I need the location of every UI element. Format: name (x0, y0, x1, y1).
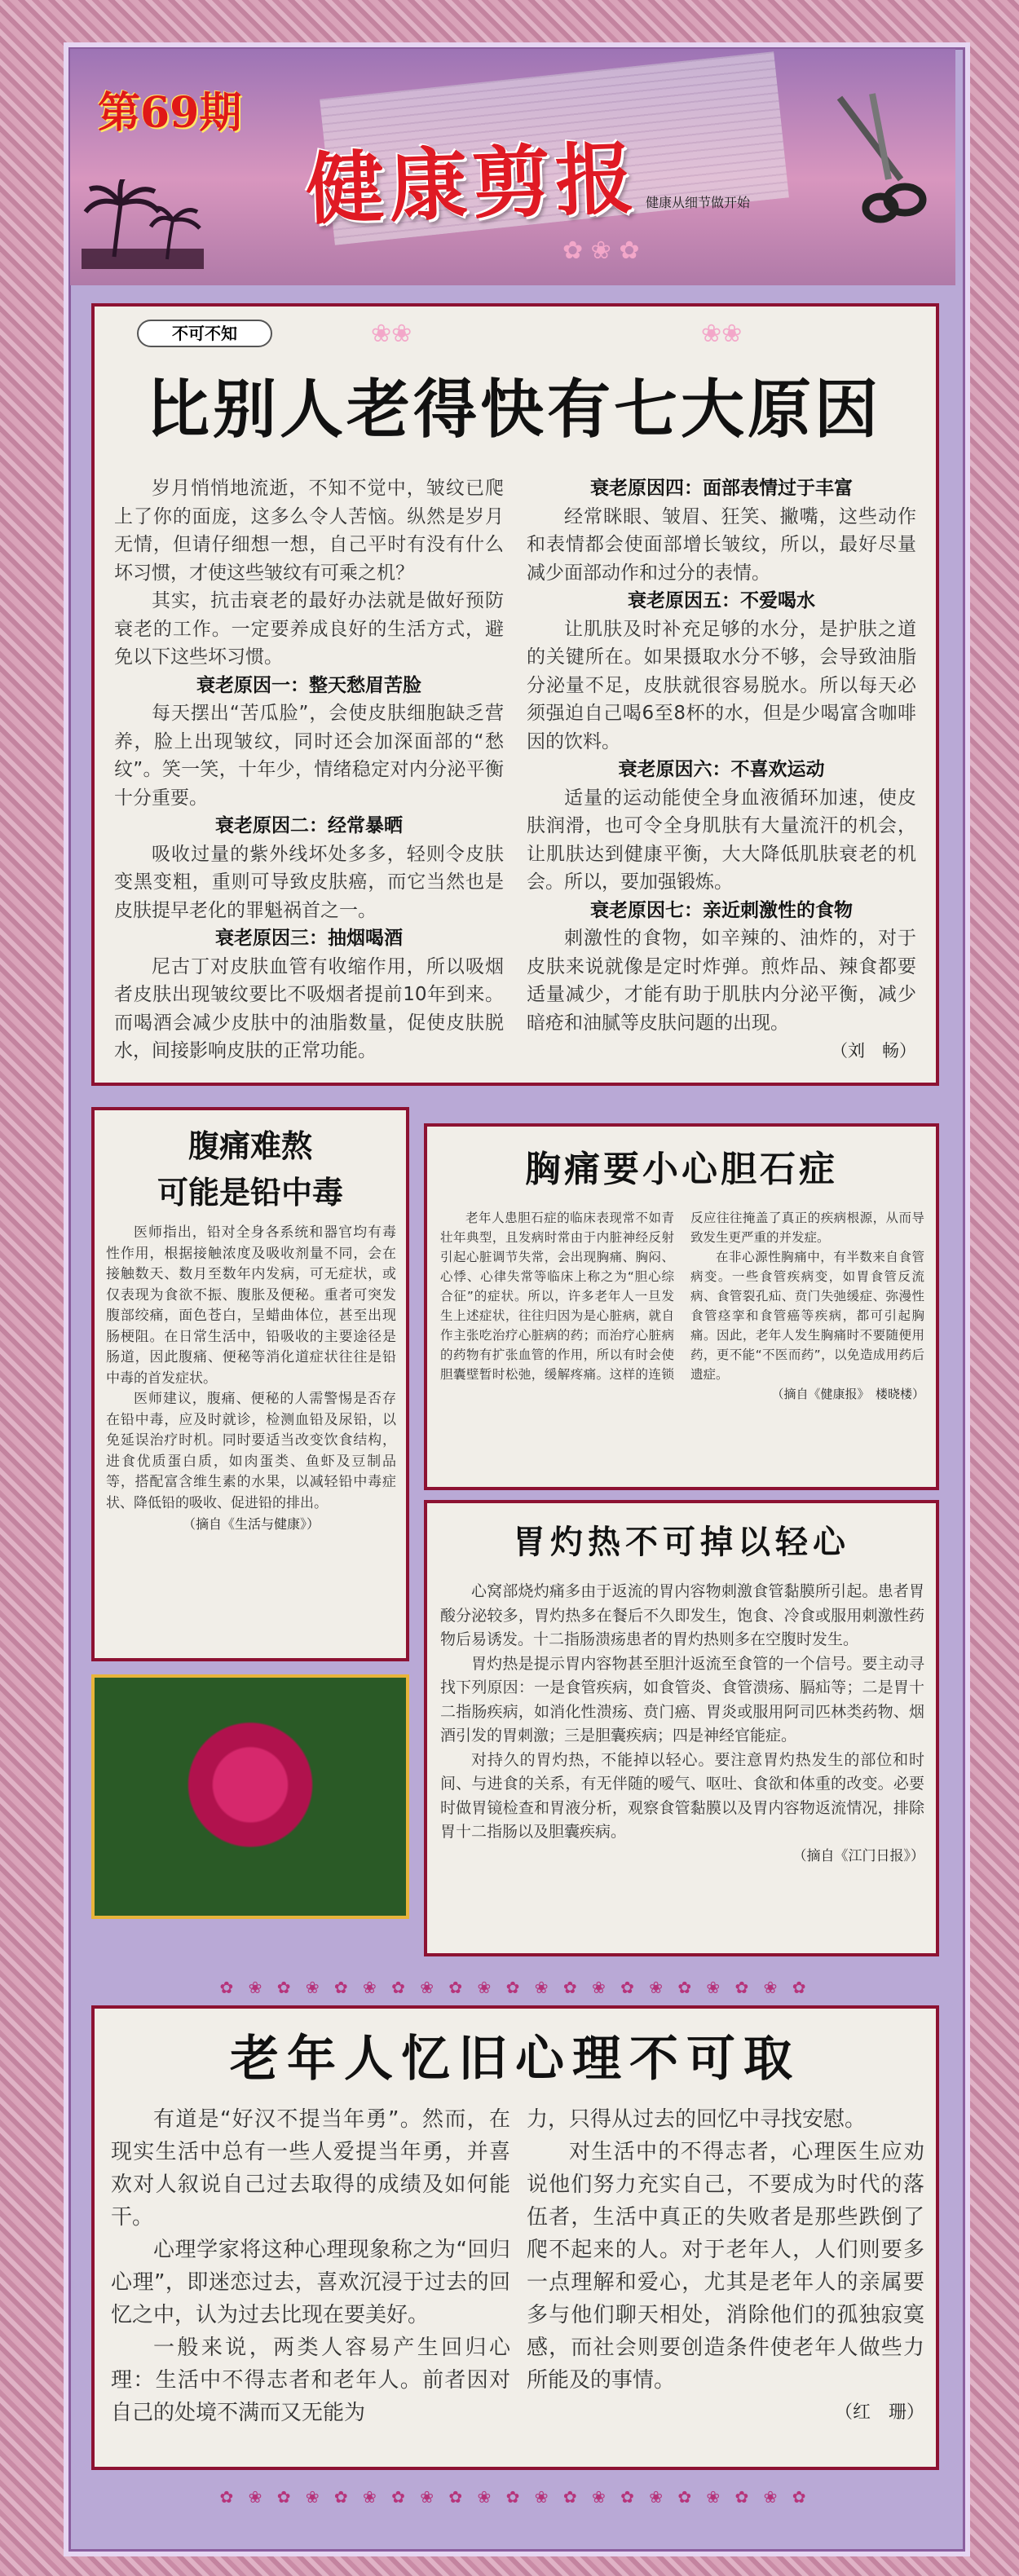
issue-number: 第69期 (98, 88, 242, 138)
paragraph: 有道是“好汉不提当年勇”。然而，在现实生活中总有一些人爱提当年勇，并喜欢对人叙说自己过去取得的成绩及如何能干。 (111, 2107, 510, 2230)
floral-divider-bottom: ✿ ❀ ✿ ❀ ✿ ❀ ✿ ❀ ✿ ❀ ✿ ❀ ✿ ❀ ✿ ❀ ✿ ❀ ✿ ❀ ✿ (219, 2487, 811, 2507)
subheading: 衰老原因五：不爱喝水 (628, 590, 815, 611)
paragraph: 医师建议，腹痛、便秘的人需警惕是否存在铅中毒，应及时就诊，检测血铅及尿铅，以免延误治疗时机。同时要适当改变饮食结构，进食优质蛋白质，如肉蛋类、鱼虾及豆制品等，搭配富含维生素的水果，以减轻铅中毒症状、降低铅的吸收、促进铅的排出。 (106, 1391, 396, 1511)
paragraph: 让肌肤及时补充足够的水分，是护肤之道的关键所在。如果摄取水分不够，会导致油脂分泌量不足，皮肤就很容易脱水。所以每天必须强迫自己喝6至8杯的水，但是少喝富含咖啡因的饮料。 (527, 618, 916, 752)
masthead-tagline: 健康从细节做开始 (646, 195, 751, 210)
author-byline: （红 珊） (834, 2402, 924, 2423)
nostalgia-title: 老年人忆旧心理不可取 (230, 2031, 801, 2088)
source-credit: （摘自《生活与健康》） (182, 1516, 320, 1532)
paragraph: 适量的运动能使全身血液循环加速，使皮肤润滑，也可令全身肌肤有大量流汗的机会，让肌肤达到健康平衡，大大降低肌肤衰老的机会。所以，要加强锻炼。 (527, 787, 916, 893)
paragraph: 胃灼热是提示胃内容物甚至胆汁返流至食管的一个信号。要主动寻找下列原因：一是食管疾病，如食管炎、食管溃疡、膈疝等；二是胃十二指肠疾病，如消化性溃疡、贲门癌、胃炎或服用阿司匹林类药物、烟酒引发的胃刺激；三是胆囊疾病；四是神经官能症。 (440, 1654, 924, 1745)
floral-divider: ✿ ❀ ✿ ❀ ✿ ❀ ✿ ❀ ✿ ❀ ✿ ❀ ✿ ❀ ✿ ❀ ✿ ❀ ✿ ❀ ✿ (219, 1978, 811, 1997)
lead-poisoning-body (106, 1223, 396, 1535)
section-tag: 不可不知 (137, 320, 272, 347)
heartburn-body (440, 1580, 924, 1868)
subheading: 衰老原因四：面部表情过于丰富 (590, 478, 853, 499)
paragraph: 刺激性的食物，如辛辣的、油炸的，对于皮肤来说就像是定时炸弹。煎炸品、辣食都要适量减少，才能有助于肌肤内分泌平衡，减少暗疮和油腻等皮肤问题的出现。 (527, 928, 916, 1034)
paragraph: 对持久的胃灼热，不能掉以轻心。要注意胃灼热发生的部位和时间、与进食的关系，有无伴随的嗳气、呕吐、食欲和体重的改变。必要时做胃镜检查和胃液分析，观察食管黏膜以及胃内容物返流情况，排除胃十二指肠以及胆囊疾病。 (440, 1750, 924, 1841)
lead-poisoning-title-line1: 腹痛难熬 (187, 1128, 312, 1164)
paragraph: 老年人患胆石症的临床表现常不如青壮年典型，且发病时常由于内脏神经反射引起心脏调节失常，会出现胸痛、胸闷、心悸、心律失常等临床上称之为“胆心综合征”的症状。所以，许多老年人一旦发生上述症状，往往归因为是心脏病，就自作主张吃治疗心脏病的药；而治疗心脏病的药物有扩张血管的作用，所以有时会使胆囊壁暂时松弛，缓解疼痛。这样的连锁反应往往掩盖了真正的疾病根源，从而导致发生更严重的并发症。 (440, 1211, 924, 1382)
gallstone-body (440, 1208, 924, 1404)
rose-decoration-icon: ❀❀ (371, 320, 412, 348)
paragraph: 每天摆出“苦瓜脸”，会使皮肤细胞缺乏营养，脸上出现皱纹，同时还会加深面部的“愁纹”。笑一笑，十年少，情绪稳定对内分泌平衡十分重要。 (114, 703, 504, 809)
paragraph: 对生活中的不得志者，心理医生应劝说他们努力充实自己，不要成为时代的落伍者，生活中真正的失败者是那些跌倒了爬不起来的人。对于老年人，人们则要多一点理解和爱心，尤其是老年人的亲属要多与他们聊天相处，消除他们的孤独寂寞感，而社会则要创造条件使老年人做些力所能及的事情。 (527, 2140, 924, 2393)
paragraph: 在非心源性胸痛中，有半数来自食管病变。一些食管疾病变，如胃食管反流病、食管裂孔疝、贲门失弛缓症、弥漫性食管痉挛和食管癌等疾病，都可引起胸痛。因此，老年人发生胸痛时不要随便用药，更不能“不医而药”，以免造成用药后遗症。 (690, 1250, 924, 1382)
lead-poisoning-title-line2: 可能是铅中毒 (157, 1175, 343, 1211)
subheading: 衰老原因一：整天愁眉苦脸 (196, 674, 421, 696)
nostalgia-right-column (527, 2103, 924, 2429)
paragraph: 一般来说，两类人容易产生回归心理：生活中不得志者和老年人。前者因对自己的处境不满而又无能为 (111, 2336, 510, 2425)
source-credit: （摘自《健康报》 楼晓楼） (771, 1387, 924, 1401)
rose-decoration-icon-right: ❀❀ (701, 320, 743, 348)
subheading: 衰老原因七：亲近刺激性的食物 (590, 899, 853, 921)
article-aging-right-column (527, 474, 916, 1065)
author-byline: （刘 畅） (831, 1041, 916, 1061)
paragraph: 岁月悄悄地流逝，不知不觉中，皱纹已爬上了你的面庞，这多么令人苦恼。纵然是岁月无情，但请仔细想一想，自己平时有没有什么坏习惯，才使这些皱纹有可乘之机？ (114, 478, 504, 584)
lily-flower-icon: ✿ ❀ ✿ (562, 236, 640, 265)
paragraph: 医师指出，铅对全身各系统和器官均有毒性作用，根据接触浓度及吸收剂量不同，会在接触数天、数月至数年内发病，可无症状，或仅表现为食欲不振、腹胀及便秘。重者可突发腹部绞痛，面色苍白，呈蜡曲体位，甚至出现肠梗阻。在日常生活中，铅吸收的主要途径是肠道，因此腹痛、便秘等消化道症状往往是铅中毒的首发症状。 (106, 1224, 396, 1387)
gallstone-title: 胸痛要小心胆石症 (525, 1149, 838, 1190)
subheading: 衰老原因二：经常暴晒 (215, 815, 403, 836)
paragraph: 心理学家将这种心理现象称之为“回归心理”，即迷恋过去，喜欢沉浸于过去的回忆之中，认为过去比现在要美好。 (111, 2238, 510, 2327)
article-aging-title: 比别人老得快有七大原因 (145, 373, 881, 447)
paragraph: 吸收过量的紫外线坏处多多，轻则令皮肤变黑变粗，重则可导致皮肤癌，而它当然也是皮肤提早老化的罪魁祸首之一。 (114, 843, 504, 921)
palm-tree-icon (82, 179, 204, 269)
article-aging-left-column (114, 474, 504, 1065)
nostalgia-left-column (111, 2103, 510, 2429)
paragraph: 力，只得从过去的回忆中寻找安慰。 (527, 2107, 867, 2132)
subheading: 衰老原因三：抽烟喝酒 (215, 928, 403, 949)
scissors-icon (823, 90, 937, 228)
paragraph: 心窝部烧灼痛多由于返流的胃内容物刺激食管黏膜所引起。患者胃酸分泌较多，胃灼热多在餐后不久即发生，饱食、冷食或服用刺激性药物后易诱发。十二指肠溃疡患者的胃灼热则多在空腹时发生。 (440, 1582, 924, 1648)
paragraph: 其实，抗击衰老的最好办法就是做好预防衰老的工作。一定要养成良好的生活方式，避免以下这些坏习惯。 (114, 590, 504, 668)
chrysanthemum-photo (91, 1674, 409, 1919)
heartburn-title: 胃灼热不可掉以轻心 (513, 1524, 850, 1561)
masthead-title: 健康剪报 (304, 131, 641, 236)
source-credit: （摘自《江门日报》） (792, 1847, 924, 1864)
subheading: 衰老原因六：不喜欢运动 (618, 759, 825, 780)
paragraph: 尼古丁对皮肤血管有收缩作用，所以吸烟者皮肤出现皱纹要比不吸烟者提前10年到来。而喝酒会减少皮肤中的油脂数量，促使皮肤脱水，间接影响皮肤的正常功能。 (114, 955, 504, 1061)
paragraph: 经常眯眼、皱眉、狂笑、撇嘴，这些动作和表情都会使面部增长皱纹，所以，最好尽量减少面部动作和过分的表情。 (527, 505, 916, 584)
